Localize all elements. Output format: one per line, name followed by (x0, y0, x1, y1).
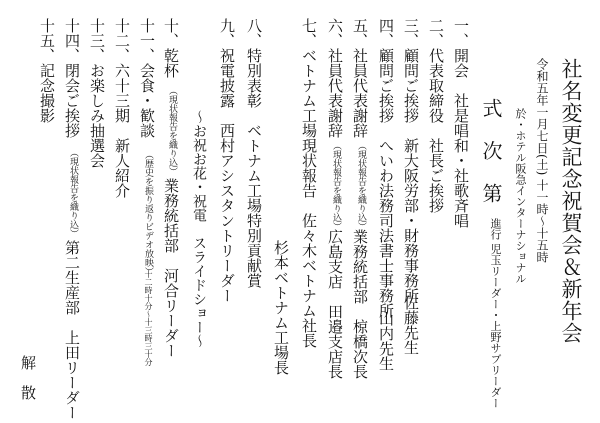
program-item-14-note: （現状報告を織り込） (68, 148, 78, 238)
program-item-14-speaker: 第二生産部 上田リーダー (63, 240, 81, 420)
program-item-5-note: （現状報告を織り込） (356, 141, 366, 231)
event-date: 令和五年一月七日(土) 十一時〜十五時 (535, 58, 549, 264)
program-item-1: 一、開会 社是唱和・社歌斉唱 (452, 18, 470, 228)
program-item-8: 八、特別表彰 ベトナム工場特別貢献賞 (245, 18, 263, 288)
program-item-6: 六、社員代表謝辞 (326, 18, 344, 138)
program-item-10-note: （現状報告を織り込） (167, 86, 177, 176)
emcee-line: 進行 児玉リーダー・上野サブリーダー (489, 218, 502, 409)
program-item-3-person: 佐藤先生 (402, 295, 420, 355)
event-title: 社名変更記念祝賀会＆新年会 (559, 58, 583, 344)
program-heading: 式 次 第 (479, 98, 503, 211)
program-item-9: 九、祝電披露 西村アシスタントリーダー (218, 18, 236, 303)
event-venue: 於・ホテル阪急インターナショナル (514, 108, 527, 284)
program-item-10-speaker: 業務統括部 河合リーダー (162, 178, 180, 358)
program-item-4-person: 山内先生 (377, 311, 395, 371)
program-item-11-time: 十二時十分〜十三時三十分 (144, 270, 153, 366)
program-item-7: 七、ベトナム工場現状報告 佐々木ベトナム社長 (300, 18, 318, 348)
program-item-6-speaker: 広島支店 田邉支店長 (326, 229, 344, 379)
program-item-10: 十、乾杯 (162, 18, 180, 78)
program-item-3: 三、顧問ご挨拶 新大阪労部・財務事務所 (402, 18, 420, 303)
program-item-7-sub: 杉本ベトナム工場長 (272, 240, 290, 375)
program-item-6-note: （現状報告を織り込） (331, 141, 341, 231)
program-item-4: 四、顧問ご挨拶 へいわ法務司法書士事務所 (377, 18, 395, 318)
program-item-13: 十三、お楽しみ抽選会 (88, 18, 106, 168)
program-item-15: 十五、記念撮影 (38, 18, 56, 123)
program-item-5: 五、社員代表謝辞 (351, 18, 369, 138)
program-item-11-note: （歴史を振り返りビデオ放映） (143, 150, 153, 276)
program-item-9-sub: 〜お祝お花・祝電 スライドショー〜 (191, 110, 207, 348)
closing-remark: 解 散 (19, 355, 37, 400)
program-item-2: 二、代表取締役 社長ご挨拶 (427, 18, 445, 213)
program-item-11: 十一、会食・歓談 (138, 18, 156, 138)
program-item-5-speaker: 業務統括部 椋橋次長 (351, 229, 369, 379)
program-item-12: 十二、六十三期 新人紹介 (113, 18, 131, 198)
program-item-14: 十四、閉会ご挨拶 (63, 18, 81, 138)
